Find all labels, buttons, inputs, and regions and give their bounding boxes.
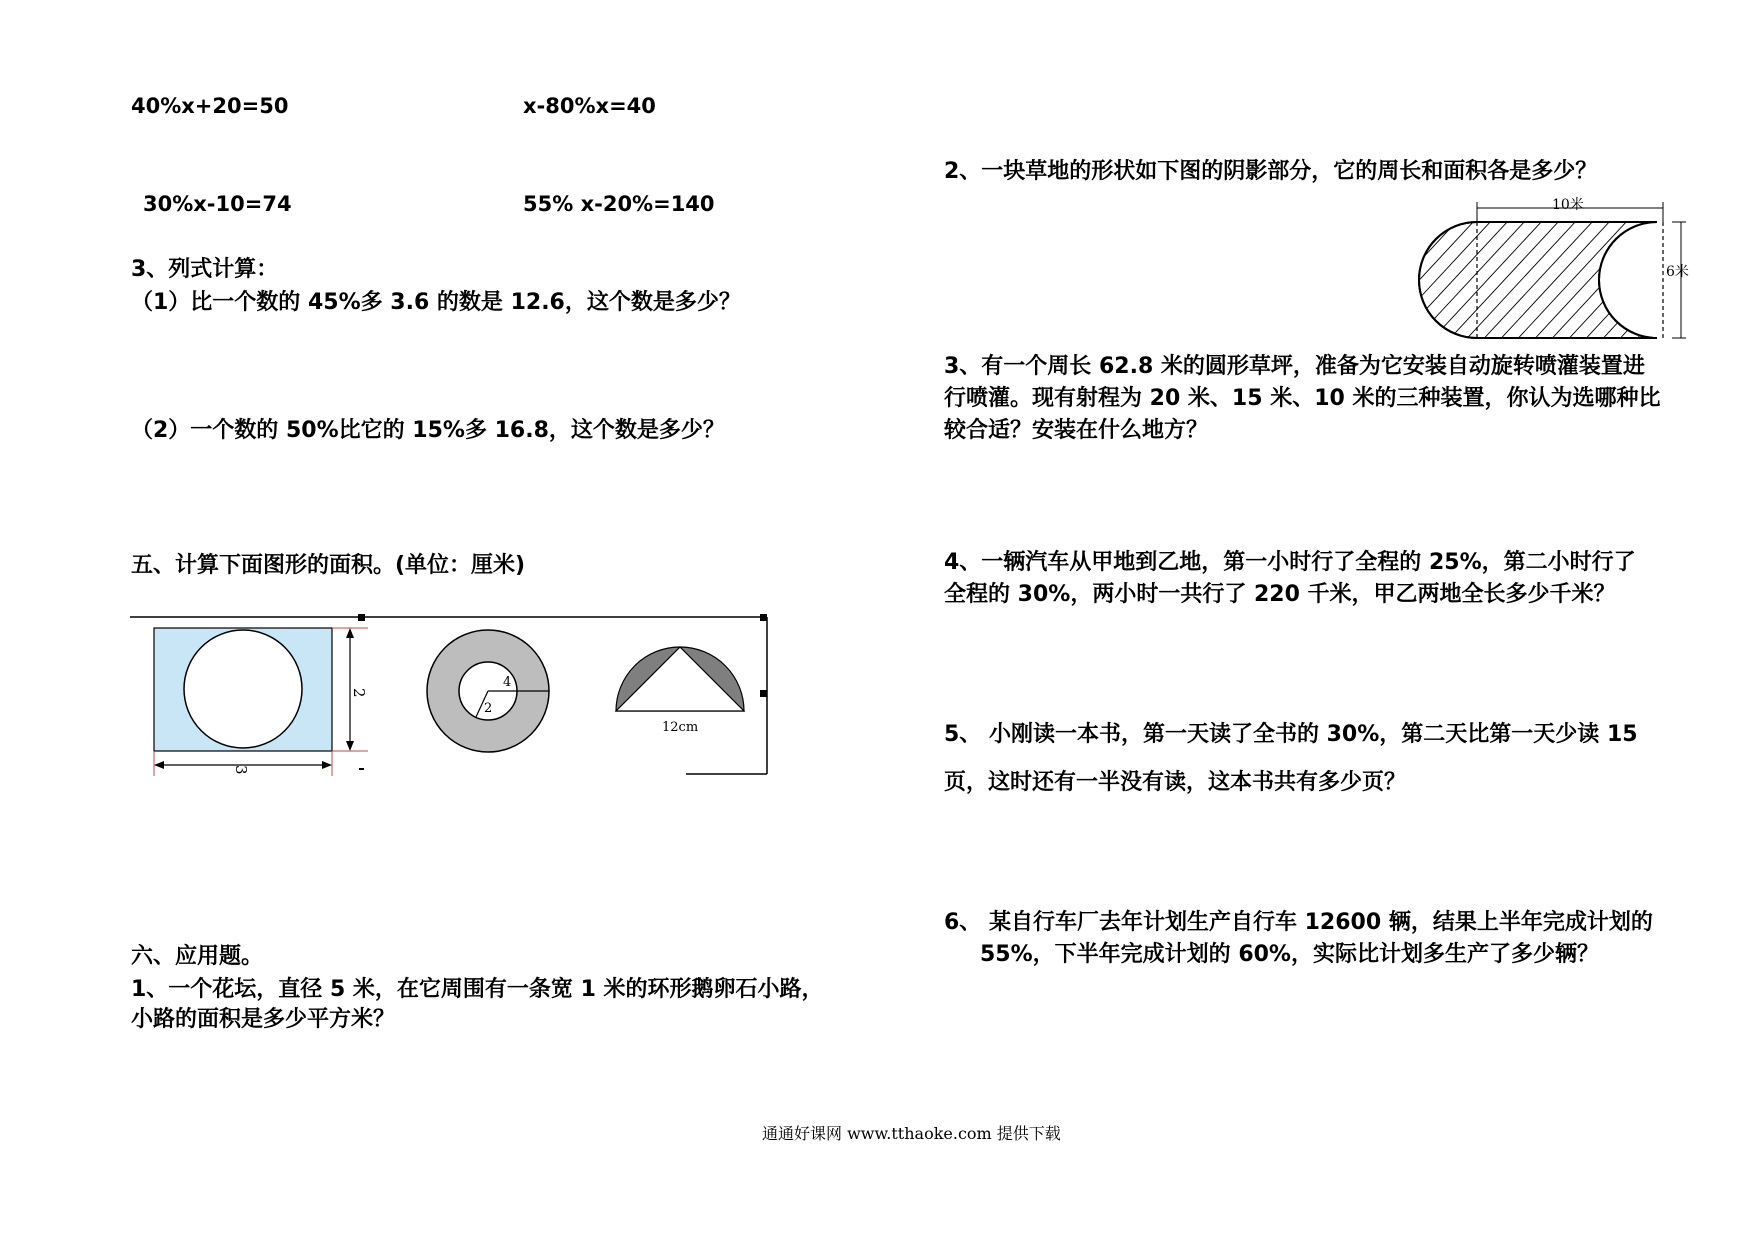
section-6-heading: 六、应用题。 <box>131 944 264 969</box>
right-question-3-line-2: 行喷灌。现有射程为 20 米、15 米、10 米的三种装置，你认为选哪种比 <box>944 386 1661 411</box>
right-question-2: 2、一块草地的形状如下图的阴影部分，它的周长和面积各是多少？ <box>944 159 1598 184</box>
frame-handle <box>760 614 767 621</box>
frame-handle <box>760 690 767 697</box>
lawn-length-label: 10米 <box>1552 197 1584 213</box>
right-question-5-line-2: 页，这时还有一半没有读，这本书共有多少页？ <box>944 770 1407 795</box>
footer: 通通好课网 www.tthaoke.com 提供下载 <box>762 1124 1061 1143</box>
figure-1-height-label: 2 <box>350 688 368 698</box>
hatch-line <box>1698 206 1754 346</box>
lawn-figure <box>1410 196 1690 346</box>
figure-3-base-label: 12cm <box>662 720 699 735</box>
figure-1-width-label: 3 <box>232 765 250 775</box>
section-3-question-2: （2）一个数的 50%比它的 15%多 16.8，这个数是多少？ <box>131 418 725 443</box>
hatch-line <box>1630 206 1754 346</box>
section-5-heading: 五、计算下面图形的面积。(单位：厘米) <box>131 553 526 578</box>
equation-2: x-80%x=40 <box>523 94 656 118</box>
arrow-head <box>154 761 164 769</box>
frame-handle <box>358 614 365 621</box>
right-question-6-line-1: 6、 某自行车厂去年计划生产自行车 12600 辆，结果上半年完成计划的 <box>944 910 1653 935</box>
figure-2-outer-label: 4 <box>503 675 512 690</box>
arrow-head <box>346 741 354 751</box>
arrow-head <box>322 761 332 769</box>
hatch-line <box>1681 206 1754 346</box>
lawn-height-label: 6米 <box>1666 264 1689 280</box>
section-6-question-1-line-2: 小路的面积是多少平方米？ <box>131 1007 396 1032</box>
right-question-3-line-3: 较合适？安装在什么地方？ <box>944 418 1209 443</box>
figure-1-circle <box>184 630 302 748</box>
hatch-line <box>1715 206 1754 346</box>
area-figures <box>126 608 776 778</box>
section-3-heading: 3、列式计算： <box>131 257 279 282</box>
right-question-5-line-1: 5、 小刚读一本书，第一天读了全书的 30%，第二天比第一天少读 15 <box>944 722 1638 747</box>
hatch-line <box>1290 206 1420 346</box>
right-question-3-line-1: 3、有一个周长 62.8 米的圆形草坪，准备为它安装自动旋转喷灌装置进 <box>944 354 1645 379</box>
right-question-4-line-2: 全程的 30%，两小时一共行了 220 千米，甲乙两地全长多少千米？ <box>944 582 1616 607</box>
equation-4: 55% x-20%=140 <box>523 192 715 216</box>
section-6-question-1-line-1: 1、一个花坛，直径 5 米，在它周围有一条宽 1 米的环形鹅卵石小路， <box>131 977 824 1002</box>
frame-handle <box>359 768 364 770</box>
figure-2-inner-label: 2 <box>484 701 493 716</box>
right-question-4-line-1: 4、一辆汽车从甲地到乙地，第一小时行了全程的 25%，第二小时行了 <box>944 550 1636 575</box>
equation-1: 40%x+20=50 <box>131 94 289 118</box>
hatch-line <box>1307 206 1437 346</box>
right-question-6-line-2: 55%，下半年完成计划的 60%，实际比计划多生产了多少辆？ <box>980 942 1599 967</box>
arrow-head <box>346 628 354 638</box>
section-3-question-1: （1）比一个数的 45%多 3.6 的数是 12.6，这个数是多少？ <box>131 290 741 315</box>
equation-3: 30%x-10=74 <box>143 192 292 216</box>
hatch-line <box>1647 206 1754 346</box>
